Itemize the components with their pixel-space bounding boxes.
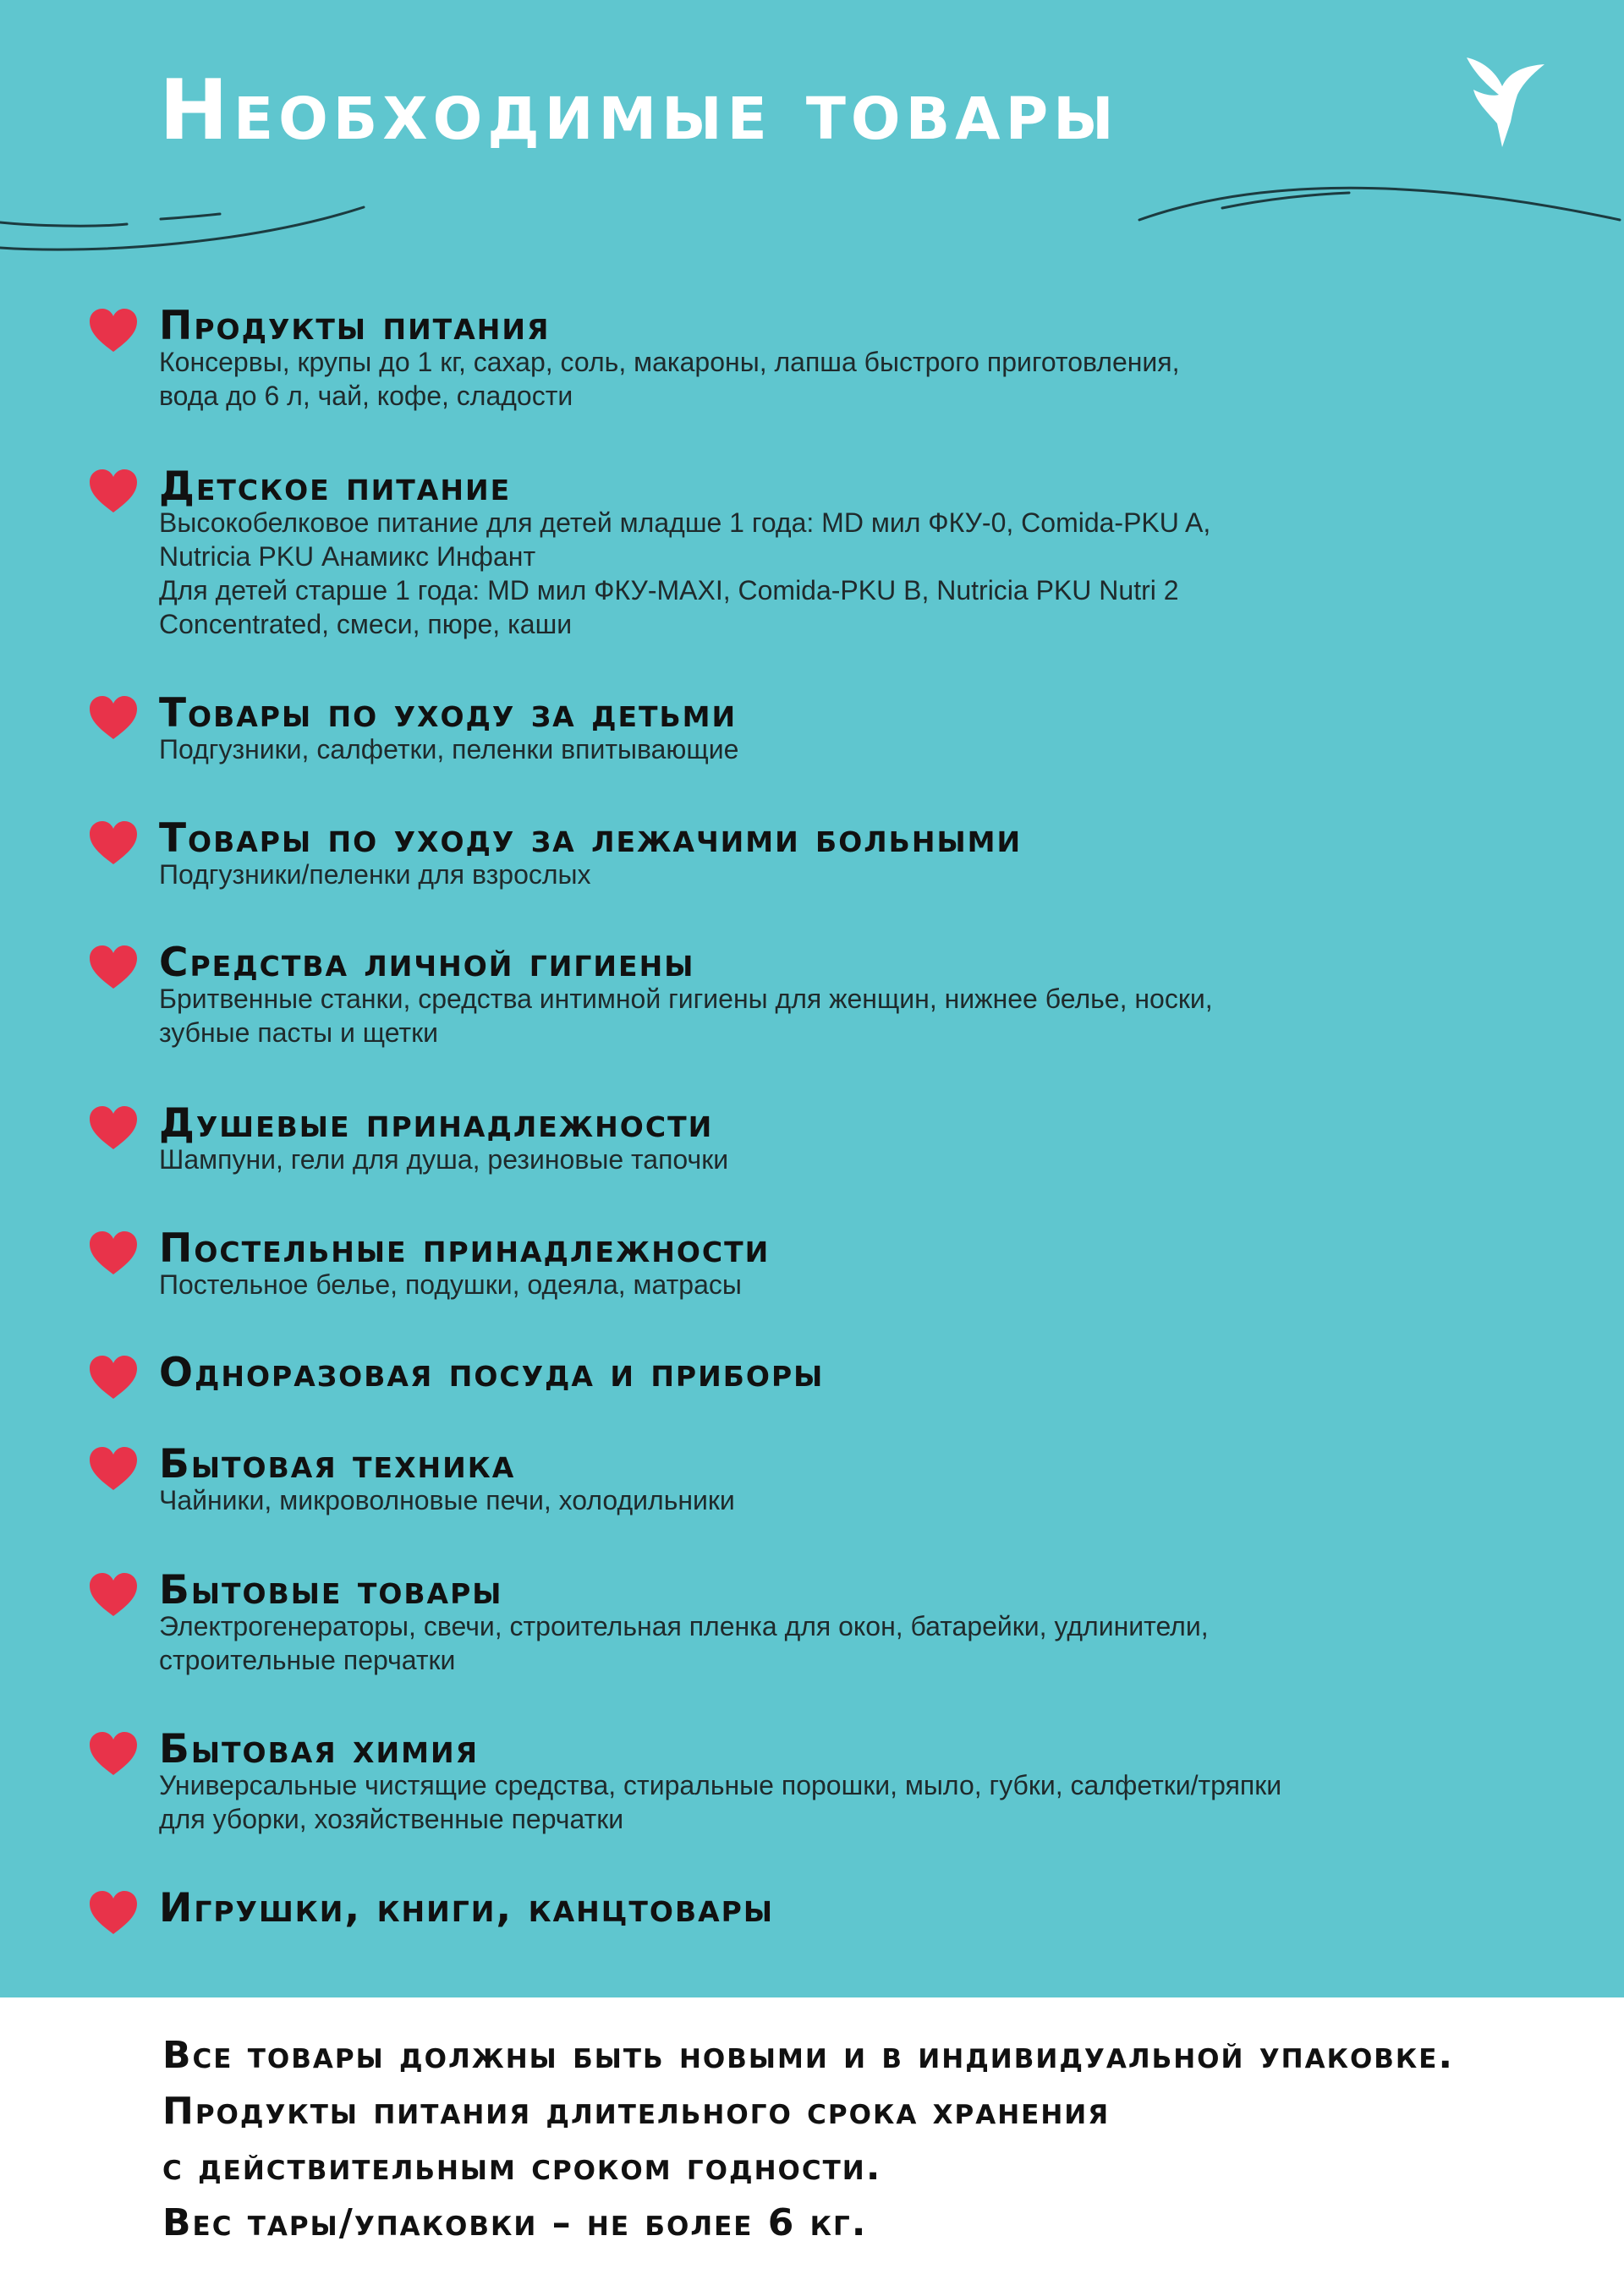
item-title: Бытовые товары [159, 1567, 503, 1614]
footer-line: Все товары должны быть новыми и в индивидуальной упаковке. [162, 2034, 1455, 2077]
item-title: Бытовая техника [159, 1441, 516, 1488]
decorative-swoosh-right [1138, 167, 1624, 235]
heart-icon [88, 1446, 139, 1492]
item-description-line: Concentrated, смеси, пюре, каши [159, 609, 573, 639]
item-title: Товары по уходу за лежачими больными [159, 815, 1023, 862]
item-description-line: Универсальные чистящие средства, стиральные порошки, мыло, губки, салфетки/тряпки [159, 1770, 1282, 1800]
heart-icon [88, 1572, 139, 1618]
item-title: Детское питание [159, 463, 512, 510]
item-description-line: Бритвенные станки, средства интимной гигиены для женщин, нижнее белье, носки, [159, 984, 1213, 1014]
heart-icon [88, 1890, 139, 1936]
item-title: Товары по уходу за детьми [159, 690, 738, 737]
item-description-line: Чайники, микроволновые печи, холодильники [159, 1485, 735, 1515]
item-description-line: Для детей старше 1 года: MD мил ФКУ-MAXI, Comida-PKU B, Nutricia PKU Nutri 2 [159, 575, 1179, 606]
item-description-line: Подгузники, салфетки, пеленки впитывающие [159, 734, 739, 764]
footer-notes [162, 2028, 1600, 2251]
item-description-line: зубные пасты и щетки [159, 1017, 439, 1048]
item-description-line: Постельное белье, подушки, одеяла, матрасы [159, 1269, 742, 1300]
swallow-bird-icon [1463, 52, 1548, 154]
decorative-swoosh-left [0, 190, 372, 266]
item-description-line: для уборки, хозяйственные перчатки [159, 1804, 624, 1834]
heart-icon [88, 945, 139, 990]
heart-icon [88, 695, 139, 741]
footer-line: Продукты питания длительного срока хранения [162, 2090, 1111, 2133]
heart-icon [88, 469, 139, 514]
item-title: Средства личной гигиены [159, 940, 695, 986]
heart-icon [88, 1230, 139, 1276]
item-title: Постельные принадлежности [159, 1225, 771, 1272]
item-description-line: Nutricia PKU Анамикс Инфант [159, 541, 536, 572]
item-description-line: строительные перчатки [159, 1645, 456, 1675]
heart-icon [88, 1355, 139, 1400]
footer-line: Вес тары/упаковки – не более 6 кг. [162, 2201, 868, 2244]
item-title: Одноразовая посуда и приборы [159, 1350, 825, 1396]
item-title: Продукты питания [159, 303, 551, 349]
item-title: Бытовая химия [159, 1726, 479, 1773]
item-description-line: Шампуни, гели для душа, резиновые тапочки [159, 1144, 729, 1175]
heart-icon [88, 308, 139, 353]
page-title: Необходимые товары [159, 63, 1119, 159]
item-description-line: Электрогенераторы, свечи, строительная пленка для окон, батарейки, удлинители, [159, 1611, 1209, 1641]
item-description-line: Консервы, крупы до 1 кг, сахар, соль, макароны, лапша быстрого приготовления, [159, 347, 1180, 377]
item-description-line: Высокобелковое питание для детей младше 1 года: MD мил ФКУ-0, Comida-PKU A, [159, 507, 1211, 538]
item-title: Душевые принадлежности [159, 1100, 714, 1147]
item-description-line: Подгузники/пеленки для взрослых [159, 859, 591, 890]
heart-icon [88, 1105, 139, 1151]
heart-icon [88, 1731, 139, 1777]
footer-line: с действительным сроком годности. [162, 2145, 882, 2189]
heart-icon [88, 820, 139, 866]
item-description-line: вода до 6 л, чай, кофе, сладости [159, 381, 573, 411]
item-title: Игрушки, книги, канцтовары [159, 1885, 775, 1932]
